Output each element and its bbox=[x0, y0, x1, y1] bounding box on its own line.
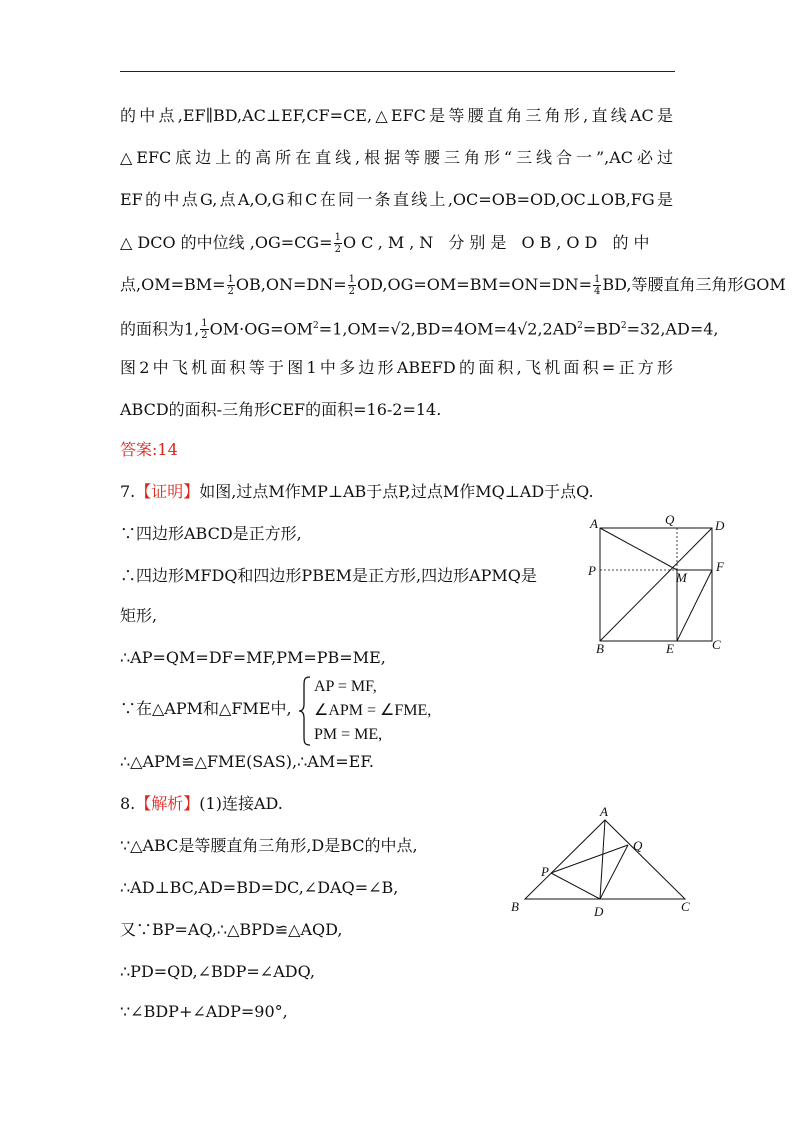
q7-heading bbox=[120, 482, 594, 502]
line5-part-b: OB,ON=DN= bbox=[235, 275, 347, 294]
fraction-half: $\frac{1}{2}$ bbox=[227, 274, 234, 297]
fraction-half: $\frac{1}{2}$ bbox=[334, 232, 341, 255]
label-a: A bbox=[590, 516, 598, 531]
line5-part-a: 点,OM=BM= bbox=[120, 275, 226, 294]
fraction-half: $\frac{1}{2}$ bbox=[201, 318, 208, 342]
text-line-7: 图2中飞机面积等于图1中多边形ABEFD的面积,飞机面积=正方形 bbox=[120, 358, 673, 377]
segment-pq bbox=[551, 845, 628, 873]
q7-line-3: ∴四边形MFDQ和四边形PBEM是正方形,四边形APMQ是 bbox=[120, 566, 537, 585]
label-b: B bbox=[596, 641, 604, 656]
line6-part-e: =BD bbox=[582, 319, 621, 339]
q7-line-5: ∴AP=QM=DF=MF,PM=PB=ME, bbox=[120, 648, 386, 667]
line6-part-d: =1,OM=√2,BD=4OM=4√2,2AD bbox=[318, 319, 578, 339]
label-m: M bbox=[676, 570, 687, 585]
text-line-3: EF的中点G,点A,O,G和C在同一条直线上,OC=OB=OD,OC⊥OB,FG是 bbox=[120, 190, 673, 209]
line5-part-d: BD,等腰直角三角形GOM bbox=[602, 275, 786, 294]
line6-part-b: OM·OG= bbox=[209, 319, 284, 339]
segment-am bbox=[600, 528, 677, 570]
text-line-2: △EFC底边上的高所在直线,根据等腰三角形“三线合一”,AC必过 bbox=[120, 148, 673, 167]
label-e: E bbox=[666, 641, 674, 656]
q7-number: 7. bbox=[120, 482, 136, 501]
label-p: P bbox=[541, 864, 549, 879]
label-f: F bbox=[716, 559, 724, 574]
label-d: D bbox=[715, 518, 725, 533]
q7-line-7: ∴△APM≌△FME(SAS),∴AM=EF. bbox=[120, 752, 375, 771]
q8-line-2: ∵△ABC是等腰直角三角形,D是BC的中点, bbox=[120, 836, 418, 855]
q8-line-6: ∵∠BDP+∠ADP=90°, bbox=[120, 1002, 288, 1021]
triangle-abc bbox=[525, 820, 685, 899]
label-a: A bbox=[600, 804, 608, 819]
label-q: Q bbox=[633, 838, 643, 853]
segment-ad bbox=[600, 820, 605, 899]
q8-line-5: ∴PD=QD,∠BDP=∠ADQ, bbox=[120, 962, 315, 981]
q8-heading bbox=[120, 794, 283, 814]
exponent: 2 bbox=[577, 321, 583, 331]
label-c: C bbox=[712, 637, 721, 652]
q8-number: 8. bbox=[120, 794, 136, 813]
line4-part-b: OC,M,N 分别是 OB,OD 的中 bbox=[342, 233, 655, 252]
q7-tag: 【证明】 bbox=[135, 482, 200, 501]
answer-label: 答案:14 bbox=[120, 440, 178, 459]
label-d: D bbox=[594, 904, 604, 919]
text-line-5 bbox=[120, 274, 786, 297]
label-b: B bbox=[511, 899, 519, 914]
text-line-8: ABCD的面积-三角形CEF的面积=16-2=14. bbox=[120, 400, 442, 419]
segment-qd bbox=[600, 845, 628, 899]
text-line-6 bbox=[120, 316, 718, 341]
square-figure bbox=[580, 512, 730, 657]
q8-line-4: 又∵BP=AQ,∴△BPD≌△AQD, bbox=[120, 920, 343, 939]
q7-line-2: ∵四边形ABCD是正方形, bbox=[120, 524, 302, 543]
text-line-1: 的中点,EF∥BD,AC⊥EF,CF=CE,△EFC是等腰直角三角形,直线AC是 bbox=[120, 106, 673, 125]
header-rule bbox=[120, 71, 675, 72]
line5-part-c: OD,OG=OM=BM=ON=DN= bbox=[357, 275, 592, 294]
triangle-figure bbox=[505, 800, 705, 922]
fraction-quarter: $\frac{1}{4}$ bbox=[594, 274, 601, 297]
q7-text: 如图,过点M作MP⊥AB于点P,过点M作MQ⊥AD于点Q. bbox=[199, 482, 594, 501]
label-p: P bbox=[588, 563, 596, 578]
case-2: ∠APM = ∠FME, bbox=[314, 702, 432, 719]
q7-line-4: 矩形, bbox=[120, 606, 158, 625]
exponent: 2 bbox=[313, 321, 319, 331]
exponent: 2 bbox=[620, 321, 627, 331]
line6-part-c: OM bbox=[283, 319, 314, 339]
fraction-half: $\frac{1}{2}$ bbox=[348, 274, 356, 297]
left-brace bbox=[298, 676, 312, 746]
label-c: C bbox=[681, 899, 690, 914]
q8-tag: 【解析】 bbox=[135, 794, 200, 813]
q7-line-6: ∵在△APM和△FME中, bbox=[120, 699, 292, 718]
line6-part-f: =32,AD=4, bbox=[626, 319, 719, 339]
label-q: Q bbox=[665, 512, 675, 527]
q8-line-3: ∴AD⊥BC,AD=BD=DC,∠DAQ=∠B, bbox=[120, 878, 399, 897]
segment-pd bbox=[551, 873, 600, 899]
segment-bd bbox=[600, 528, 712, 641]
line6-part-a: 的面积为1, bbox=[120, 319, 200, 339]
line4-part-a: △ DCO 的中位线 ,OG=CG= bbox=[120, 233, 333, 252]
case-3: PM = ME, bbox=[314, 726, 383, 743]
q8-text: (1)连接AD. bbox=[199, 794, 283, 813]
text-line-4 bbox=[120, 232, 654, 255]
case-1: AP = MF, bbox=[314, 678, 377, 695]
